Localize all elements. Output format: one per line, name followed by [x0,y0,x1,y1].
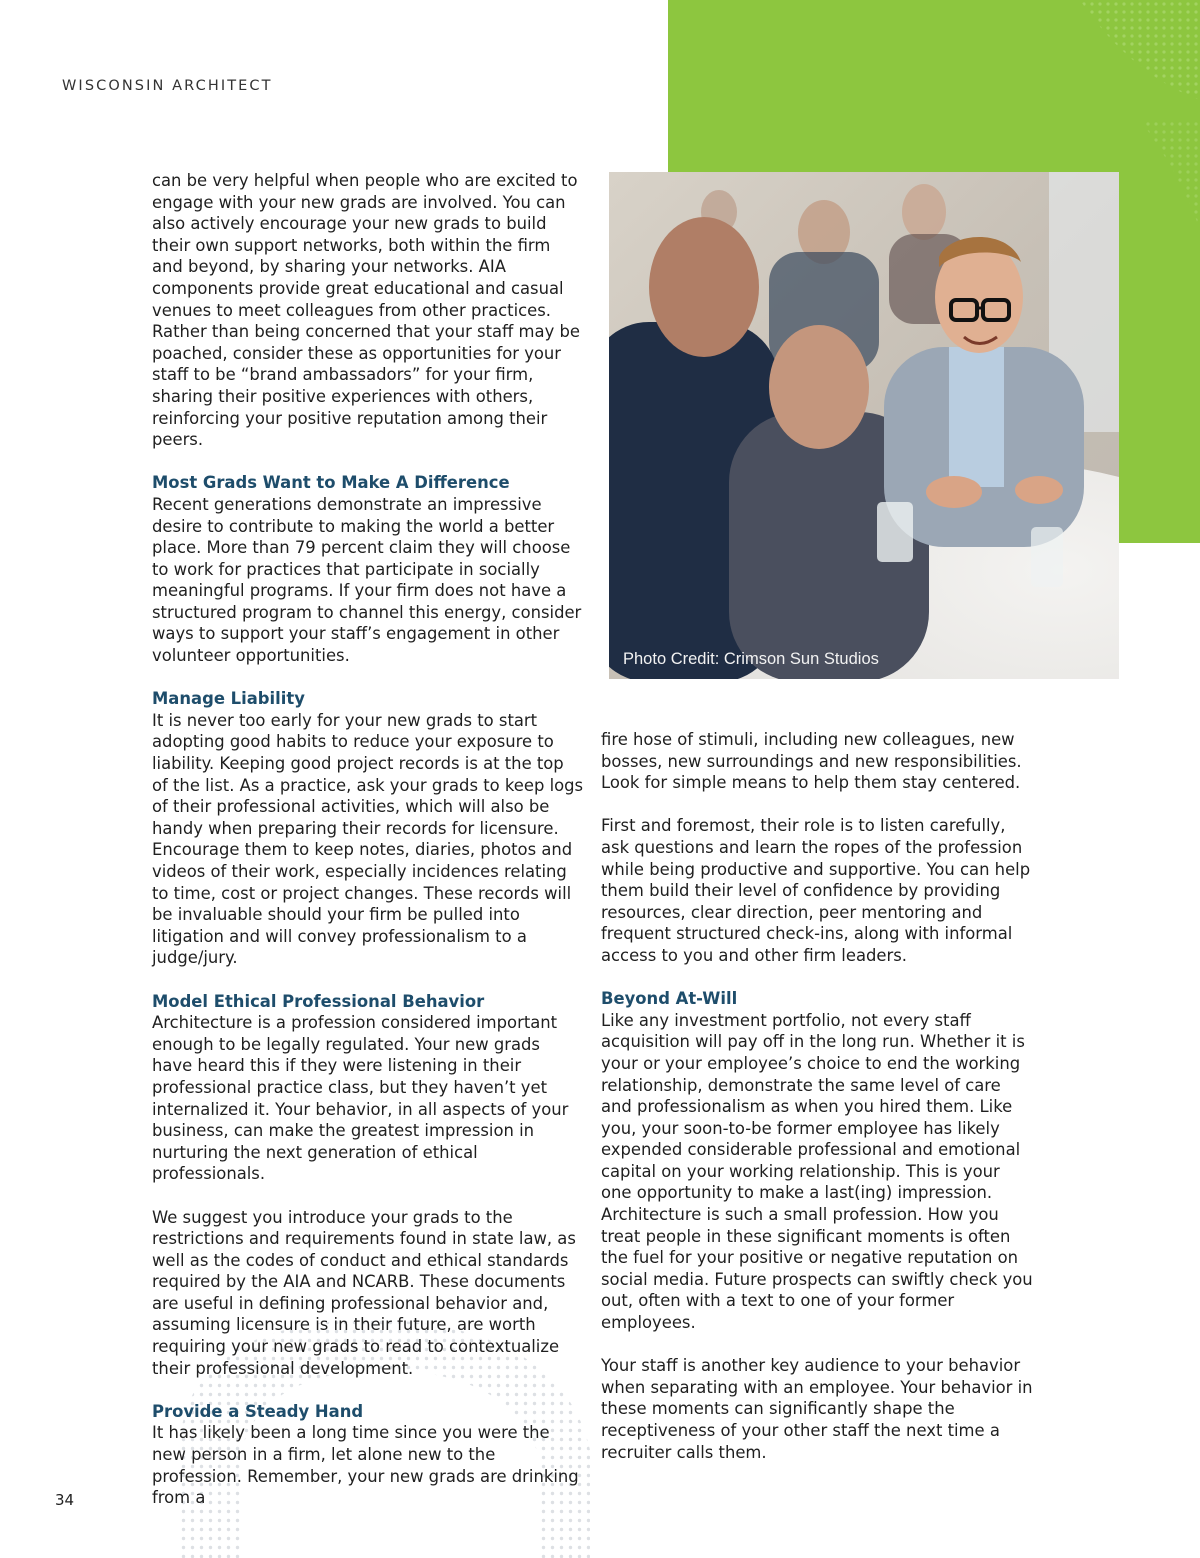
page-number: 34 [55,1491,75,1509]
heading-make-a-difference: Most Grads Want to Make A Difference [152,473,510,493]
left-column [152,170,584,1509]
beyond-at-will-body-1: Like any investment portfolio, not every staff acquisition will pay off in the long run. Whether it is your or your employee’s choice to end the working relationship, demonstrate the same level of care and professionalism as when you hired them. Like you, your soon-to-be former employee has likely expended considerable professional and emotional capital on your working relationship. This is your one opportunity to make a last(ing) impression. Architecture is such a small profession. How you treat people in these significant moments is often the fuel for your positive or negative reputation on social media. Future prospects can swiftly check you out, often with a text to one of your former employees. [601,1010,1033,1333]
manage-liability-body: It is never too early for your new grads to start adopting good habits to reduce your exposure to liability. Keeping good project records is at the top of the list. As a practice, ask your grads to keep logs of their professional activities, which will also be handy when preparing their records for licensure. Encourage them to keep notes, diaries, photos and videos of their work, especially incidences relating to time, cost or project changes. These records will be invaluable should your firm be pulled into litigation and will convey professionalism to a judge/jury. [152,710,584,968]
ethical-behavior-body-2: We suggest you introduce your grads to the restrictions and requirements found in state law, as well as the codes of conduct and ethical standards required by the AIA and NCARB. These documents are useful in defining professional behavior and, assuming licensure is in their future, are worth requiring your new grads to read to contextualize their professional development. [152,1207,576,1378]
beyond-at-will-body-2: Your staff is another key audience to your behavior when separating with an employee. Your behavior in these moments can significantly shape the receptiveness of your other staff the next time a recruiter calls them. [601,1356,1033,1462]
right-column [601,729,1033,1463]
make-a-difference-body: Recent generations demonstrate an impressive desire to contribute to making the world a better place. More than 79 percent claim they will choose to work for practices that participate in socially meaningful programs. If your firm does not have a structured program to channel this energy, consider ways to support your staff’s engagement in other volunteer opportunities. [152,494,582,666]
continued-paragraph: fire hose of stimuli, including new colleagues, new bosses, new surroundings and new responsibilities. Look for simple means to help them stay centered. [601,730,1022,793]
conference-photo [609,172,1119,679]
intro-paragraph: can be very helpful when people who are excited to engage with your new grads are involved. You can also actively encourage your new grads to build their own support networks, both within the firm and beyond, by sharing your networks. AIA components provide great educational and casual venues to meet colleagues from other practices. Rather than being concerned that your staff may be poached, consider these as opportunities for your staff to be “brand ambassadors” for your firm, sharing their positive experiences with others, reinforcing your positive reputation among their peers. [152,171,580,450]
photo-credit: Photo Credit: Crimson Sun Studios [623,650,879,668]
steady-hand-body: It has likely been a long time since you were the new person in a firm, let alone new to the profession. Remember, your new grads are drinking from a [152,1423,579,1508]
heading-beyond-at-will: Beyond At-Will [601,989,738,1009]
heading-manage-liability: Manage Liability [152,689,305,709]
heading-steady-hand: Provide a Steady Hand [152,1401,364,1421]
heading-ethical-behavior: Model Ethical Professional Behavior [152,991,485,1011]
publication-header: WISCONSIN ARCHITECT [62,78,273,94]
ethical-behavior-body-1: Architecture is a profession considered important enough to be legally regulated. Your new grads have heard this if they were listening in their professional practice class, but they haven’t yet internalized it. Your behavior, in all aspects of your business, can make the greatest impression in nurturing the next generation of ethical professionals. [152,1013,569,1184]
photo-illustration [609,172,1119,679]
role-paragraph: First and foremost, their role is to listen carefully, ask questions and learn the ropes of the profession while being productive and supportive. You can help them build their level of confidence by providing resources, clear direction, peer mentoring and frequent structured check-ins, along with informal access to you and other firm leaders. [601,816,1031,965]
